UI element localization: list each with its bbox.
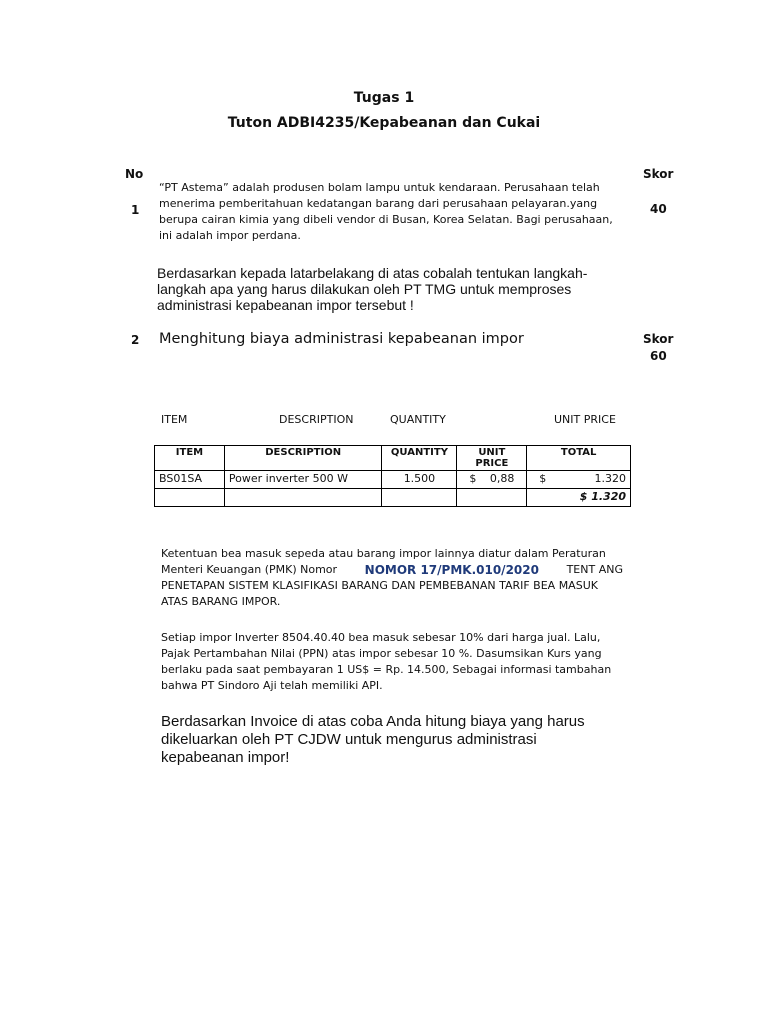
q2-p1-line-mixed: [161, 562, 623, 578]
outer-header-quantity: QUANTITY: [390, 413, 446, 426]
price-currency: $: [469, 472, 477, 485]
table-row: [155, 471, 631, 489]
invoice-header-row: [155, 446, 631, 471]
q2-instruction: [161, 713, 623, 767]
document-subtitle: Tuton ADBI4235/Kepabeanan dan Cukai: [227, 115, 541, 131]
q1-line: ini adalah impor perdana.: [159, 229, 301, 242]
invoice-header-description: DESCRIPTION: [224, 446, 382, 471]
total-currency: $: [539, 472, 547, 485]
price-label: PRICE: [475, 458, 509, 469]
cell-total: [527, 471, 631, 489]
cell-description: Power inverter 500 W: [224, 471, 382, 489]
q2-p1-line: Ketentuan bea masuk sepeda atau barang impor lainnya diatur dalam Peraturan: [161, 547, 606, 560]
cell-unit-price: [457, 471, 527, 489]
q1-instruction: [157, 265, 623, 313]
q2-instruction-line: dikeluarkan oleh PT CJDW untuk mengurus administrasi: [161, 731, 537, 748]
q1-instruction-line: langkah apa yang harus dilakukan oleh PT TMG untuk memproses: [157, 281, 572, 297]
q1-number: 1: [131, 203, 140, 217]
q2-instruction-line: kepabeanan impor!: [161, 749, 290, 766]
outer-header-item: ITEM: [161, 413, 188, 426]
unit-label: UNIT: [478, 447, 506, 458]
q2-instruction-line: Berdasarkan Invoice di atas coba Anda hitung biaya yang harus: [161, 713, 585, 730]
invoice-header-item: ITEM: [155, 446, 225, 471]
invoice-table: [154, 445, 631, 507]
q1-line: menerima pemberitahuan kedatangan barang dari perusahaan pelayaran.yang: [159, 197, 598, 210]
invoice-header-total: TOTAL: [527, 446, 631, 471]
q2-p2-line: Pajak Pertambahan Nilai (PPN) atas impor sebesar 10 %. Dasumsikan Kurs yang: [161, 647, 602, 660]
q2-p1-text: TENT ANG: [566, 563, 623, 576]
no-column-header: No: [125, 167, 144, 181]
q2-p2-line: berlaku pada saat pembayaran 1 US$ = Rp. 14.500, Sebagai informasi tambahan: [161, 663, 612, 676]
outer-header-unit-price: UNIT PRICE: [554, 413, 616, 426]
q2-p1-line: PENETAPAN SISTEM KLASIFIKASI BARANG DAN PEMBEBANAN TARIF BEA MASUK: [161, 579, 598, 592]
q2-heading: Menghitung biaya administrasi kepabeanan impor: [159, 331, 524, 347]
q2-tax-paragraph: [161, 630, 623, 694]
invoice-header-unit-price: [457, 446, 527, 471]
q1-instruction-line: administrasi kepabeanan impor tersebut !: [157, 297, 414, 313]
q2-regulation-paragraph: [161, 546, 623, 610]
q2-score: 60: [650, 349, 667, 363]
q1-line: “PT Astema” adalah produsen bolam lampu untuk kendaraan. Perusahaan telah: [159, 181, 600, 194]
regulation-number: NOMOR 17/PMK.010/2020: [364, 563, 539, 577]
total-value: 1.320: [594, 472, 626, 485]
grand-total: $ 1.320: [527, 489, 631, 507]
cell-item: BS01SA: [155, 471, 225, 489]
q1-instruction-line: Berdasarkan kepada latarbelakang di atas cobalah tentukan langkah-: [157, 265, 588, 281]
q2-score-label: Skor: [643, 332, 674, 346]
price-value: 0,88: [489, 472, 515, 485]
q1-background-paragraph: [159, 180, 623, 244]
cell-quantity: 1.500: [382, 471, 457, 489]
table-row-grand-total: [155, 489, 631, 507]
skor-column-header: Skor: [643, 167, 674, 181]
q2-p1-text: Menteri Keuangan (PMK) Nomor: [161, 563, 338, 576]
q1-line: berupa cairan kimia yang dibeli vendor di Busan, Korea Selatan. Bagi perusahaan,: [159, 213, 613, 226]
q2-p1-line: ATAS BARANG IMPOR.: [161, 595, 281, 608]
q2-p2-line: bahwa PT Sindoro Aji telah memiliki API.: [161, 679, 383, 692]
q2-number: 2: [131, 333, 140, 347]
q2-p2-line: Setiap impor Inverter 8504.40.40 bea masuk sebesar 10% dari harga jual. Lalu,: [161, 631, 601, 644]
q1-score: 40: [650, 202, 667, 216]
document-title: Tugas 1: [353, 90, 415, 106]
outer-header-description: DESCRIPTION: [279, 413, 354, 426]
invoice-header-quantity: QUANTITY: [382, 446, 457, 471]
